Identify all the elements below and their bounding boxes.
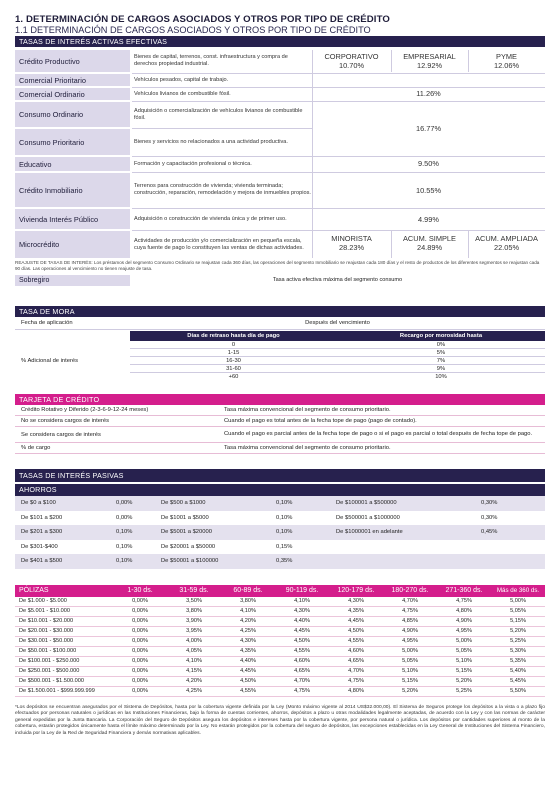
label-microcredito: Microcrédito (15, 231, 130, 258)
activas-title: TASAS DE INTERÉS ACTIVAS EFECTIVAS (15, 36, 545, 47)
polizas-rate: 0,00% (132, 628, 148, 634)
ahorros-row: De $201 a $300 0,10% De $5001 a $20000 0,10% De $1000001 en adelante 0,45% (15, 525, 545, 540)
label-consumo-ordinario: Consumo Ordinario (15, 102, 130, 127)
polizas-rate: 5,35% (510, 658, 526, 664)
polizas-rate: 5,05% (456, 648, 472, 654)
polizas-rate: 5,20% (456, 678, 472, 684)
polizas-rate: 3,90% (186, 618, 202, 624)
ahorros-row: De $301-$400 0,10% De $20001 a $50000 0,15% (21, 543, 293, 550)
polizas-rate: 4,35% (348, 608, 364, 614)
polizas-row (15, 597, 545, 607)
pasivas-section (15, 469, 545, 569)
mora-row: 0 0% (130, 341, 545, 349)
tarjeta-row: Se considera cargos de interés Cuando el pago es parcial antes de la fecha tope de pago o si el pago es parcial o total después de fecha tope de pago. (15, 427, 545, 443)
polizas-rate: 4,25% (240, 628, 256, 634)
polizas-rate: 4,00% (186, 638, 202, 644)
polizas-rate: 4,30% (240, 638, 256, 644)
polizas-rate: 4,80% (456, 608, 472, 614)
reajuste-note: REAJUSTE DE TASAS DE INTERÉS: Los préstamos del segmento Consumo Ordinario se reajustan cada 360 días, las operaciones del segmento Inmobiliario se reajustan cada 180 días y el resto de productos de los diferentes segmentos se reajustan cada 90 días. Las operaciones al vencimiento no tienen reajuste de tasa. (15, 260, 540, 271)
label-credito-inmobiliario: Crédito Inmobiliario (15, 173, 130, 207)
polizas-row (15, 617, 545, 627)
polizas-rate: 5,15% (456, 668, 472, 674)
polizas-rate: 4,10% (186, 658, 202, 664)
rate-pyme: PYME 12.06% (493, 52, 520, 70)
polizas-rate: 4,55% (348, 638, 364, 644)
desc-consumo-ordinario: Adquisición o comercialización de vehículos livianos de combustible fósil. (134, 107, 303, 121)
polizas-rate: 4,30% (348, 598, 364, 604)
polizas-rate: 5,50% (510, 688, 526, 694)
polizas-rate: 4,40% (294, 618, 310, 624)
polizas-rate: 3,80% (186, 608, 202, 614)
polizas-rate: 4,60% (294, 658, 310, 664)
sobregiro-row (15, 275, 545, 286)
polizas-range: De $5.001 - $10.000 (19, 608, 71, 614)
desc-consumo-prioritario: Bienes y servicios no relacionados a una actividad productiva. (134, 138, 288, 145)
ahorros-title: AHORROS (15, 484, 545, 496)
footnote: *Los depósitos se encuentran asegurados por el Sistema de Depósitos, hasta por la cobertura vigente definida por la Ley (Monto máximo vigente al 2014 US$32.000,00). El Sistema de Seguros protege los depósitos a la vista o a plazo fijo efectuados por personas naturales o jurídicas en las Instituciones Financieras, bajo la forma de cuentas corrientes, ahorros, depósitos a plazo u otras modalidades legalmente aceptadas, de acuerdo con la Ley y con las normas de carácter general expedidas por la Junta Bancaria. La Corporación del Seguro de Depósitos asegura los depósitos e intereses hasta por la cobertura vigente, por persona natural o jurídica. Los depósitos por cantidades superiores al monto de la cobertura, estarán protegidos únicamente hasta el límite máximo determinado por la Ley. No estarán protegidos por la cobertura del seguro de depósitos, las excepciones establecidas en la Ley General de Instituciones del Sistema Financiero, incluida por la Ley de la Red de Seguridad Financiera y demás normativas aplicables. (15, 704, 545, 736)
polizas-row (15, 667, 545, 677)
polizas-rate: 4,75% (402, 608, 418, 614)
polizas-range: De $1.000 - $5.000 (19, 598, 67, 604)
polizas-rate: 4,45% (294, 628, 310, 634)
rate-empresarial: EMPRESARIAL 12.92% (403, 52, 456, 70)
mora-fecha-row: Fecha de aplicación Después del vencimiento (15, 317, 545, 330)
desc-credito-productivo: Bienes de capital, terrenos, const. infraestructura y compra de derechos propiedad industrial. (134, 54, 288, 67)
polizas-rate: 5,10% (402, 668, 418, 674)
polizas-rate: 5,05% (510, 608, 526, 614)
label-educativo: Educativo (15, 157, 130, 171)
polizas-table (15, 585, 545, 697)
polizas-row (15, 677, 545, 687)
polizas-header: PÓLIZAS 1-30 ds. 31-59 ds. 60-89 ds. 90-119 ds. 120-179 ds. 180-270 ds. 271-360 ds. Más de 360 ds. (15, 585, 545, 597)
rate-educativo: 9.50% (418, 159, 439, 168)
polizas-rate: 0,00% (132, 678, 148, 684)
polizas-range: De $50.001 - $100.000 (19, 648, 77, 654)
polizas-rate: 4,10% (294, 598, 310, 604)
polizas-row (15, 627, 545, 637)
polizas-rate: 3,80% (240, 598, 256, 604)
ahorros-table (15, 496, 545, 569)
label-vivienda-interes-publico: Vivienda Interés Público (15, 209, 130, 229)
polizas-rate: 4,65% (348, 658, 364, 664)
desc-comercial-ordinario: Vehículos livianos de combustible fósil. (134, 90, 231, 97)
polizas-range: De $20.001 - $30.000 (19, 628, 74, 634)
tarjeta-title: TARJETA DE CRÉDITO (15, 394, 545, 405)
polizas-row (15, 687, 545, 697)
polizas-row (15, 647, 545, 657)
rate-vivienda: 4.99% (418, 215, 439, 224)
polizas-rate: 5,20% (402, 688, 418, 694)
polizas-rate: 0,00% (132, 648, 148, 654)
adicional-label: % Adicional de interés (21, 358, 79, 364)
polizas-rate: 4,10% (240, 608, 256, 614)
polizas-rate: 4,25% (186, 688, 202, 694)
polizas-rate: 4,20% (240, 618, 256, 624)
mora-row: 1-15 5% (130, 349, 545, 357)
polizas-rate: 5,00% (402, 648, 418, 654)
polizas-rate: 4,70% (294, 678, 310, 684)
tarjeta-row: % de cargo Tasa máxima convencional del segmento de consumo prioritario. (15, 443, 545, 454)
polizas-rate: 4,20% (186, 678, 202, 684)
mora-header-row (15, 331, 545, 341)
sobregiro-value: Tasa activa efectiva máxima del segmento consumo (272, 277, 403, 283)
polizas-rate: 5,20% (510, 628, 526, 634)
desc-comercial-prioritario: Vehículos pesados, capital de trabajo. (134, 76, 229, 83)
polizas-rate: 4,45% (348, 618, 364, 624)
ahorros-row: De $0 a $100 0,00% De $500 a $1000 0,10% De $100001 a $500000 0,30% (15, 496, 545, 511)
polizas-body (15, 597, 545, 697)
label-credito-productivo: Crédito Productivo (15, 50, 130, 72)
polizas-range: De $10.001 - $20.000 (19, 618, 74, 624)
polizas-rate: 0,00% (132, 668, 148, 674)
polizas-rate: 4,90% (402, 628, 418, 634)
polizas-rate: 4,70% (402, 598, 418, 604)
polizas-range: De $500.001 - $1.500.000 (19, 678, 85, 684)
label-consumo-prioritario: Consumo Prioritario (15, 129, 130, 155)
polizas-rate: 4,60% (348, 648, 364, 654)
rate-corporativo: CORPORATIVO 10.70% (324, 52, 379, 70)
polizas-rate: 4,50% (294, 638, 310, 644)
polizas-range: De $100.001 - $250.000 (19, 658, 80, 664)
tarjeta-section (15, 394, 545, 454)
mora-row: +60 10% (228, 374, 447, 380)
polizas-rate: 4,75% (294, 688, 310, 694)
desc-vivienda-interes-publico: Adquisición o construcción de vivienda única y de primer uso. (134, 215, 287, 222)
polizas-rate: 5,05% (402, 658, 418, 664)
polizas-rate: 4,05% (186, 648, 202, 654)
polizas-rate: 5,30% (510, 648, 526, 654)
rate-inmobiliario: 10.55% (415, 186, 442, 195)
page-subtitle: 1.1 DETERMINACIÓN DE CARGOS ASOCIADOS Y OTROS POR TIPO DE CRÉDITO (15, 25, 371, 35)
rate-consumo: 16.77% (415, 124, 442, 133)
polizas-rate: 4,35% (240, 648, 256, 654)
ahorros-row: De $401 a $500 0,10% De $50001 a $100000 0,35% (15, 554, 545, 569)
desc-microcredito: Actividades de producción y/o comercialización en pequeña escala, cuya fuente de pago lo constituyen las ventas de dichas actividades. (134, 237, 304, 251)
col-dias: Días de retraso hasta día de pago (130, 331, 337, 341)
polizas-row (15, 657, 545, 667)
polizas-range: De $30.001 - $50.000 (19, 638, 74, 644)
sobregiro-label: Sobregiro (15, 275, 130, 286)
polizas-rate: 4,70% (348, 668, 364, 674)
polizas-rate: 5,40% (510, 668, 526, 674)
col-recargo: Recargo por morosidad hasta (337, 331, 545, 341)
polizas-rate: 5,45% (510, 678, 526, 684)
rate-acum-simple: ACUM. SIMPLE 24.89% (403, 234, 456, 252)
polizas-rate: 4,95% (402, 638, 418, 644)
polizas-rate: 5,15% (510, 618, 526, 624)
mora-row: 16-30 7% (130, 357, 545, 365)
tarjeta-row: Crédito Rotativo y Diferido (2-3-6-9-12-24 meses) Tasa máxima convencional del segmento de consumo prioritario. (15, 405, 545, 416)
polizas-rate: 4,90% (456, 618, 472, 624)
rate-minorista: MINORISTA 28.23% (331, 234, 372, 252)
polizas-rate: 3,95% (186, 628, 202, 634)
polizas-rate: 4,55% (294, 648, 310, 654)
polizas-rate: 4,30% (294, 608, 310, 614)
polizas-rate: 4,95% (456, 628, 472, 634)
rate-comercial-ordinario: 11.26% (416, 89, 441, 98)
polizas-rate: 5,25% (456, 688, 472, 694)
polizas-rate: 4,15% (186, 668, 202, 674)
polizas-row (15, 637, 545, 647)
polizas-rate: 4,45% (240, 668, 256, 674)
mora-title: TASA DE MORA (15, 306, 545, 317)
ahorros-row: De $101 a $200 0,00% De $1001 a $5000 0,10% De $500001 a $1000000 0,30% (21, 514, 498, 521)
mora-row: 31-60 9% (130, 365, 545, 373)
polizas-rate: 4,55% (240, 688, 256, 694)
label-comercial-prioritario: Comercial Prioritario (15, 74, 130, 86)
polizas-rate: 0,00% (132, 608, 148, 614)
desc-credito-inmobiliario: Terrenos para construcción de vivienda; vivienda terminada; construcción, reparación, remodelación y mejora de inmuebles propios. (134, 183, 311, 196)
polizas-rate: 5,00% (510, 598, 526, 604)
polizas-rate: 4,80% (348, 688, 364, 694)
polizas-rate: 5,25% (510, 638, 526, 644)
polizas-rate: 4,85% (402, 618, 418, 624)
polizas-rate: 4,75% (456, 598, 472, 604)
pasivas-title: TASAS DE INTERÉS PASIVAS (15, 469, 545, 482)
desc-educativo: Formación y capacitación profesional o técnica. (134, 160, 252, 167)
polizas-rate: 4,40% (240, 658, 256, 664)
polizas-rate: 0,00% (132, 658, 148, 664)
polizas-rate: 4,75% (348, 678, 364, 684)
polizas-rate: 5,15% (402, 678, 418, 684)
polizas-rate: 0,00% (132, 618, 148, 624)
polizas-rate: 3,50% (186, 598, 202, 604)
label-comercial-ordinario: Comercial Ordinario (15, 88, 130, 100)
polizas-rate: 5,10% (456, 658, 472, 664)
rate-acum-ampliada: ACUM. AMPLIADA 22.05% (475, 234, 538, 252)
polizas-rate: 4,50% (348, 628, 364, 634)
mora-section (15, 306, 545, 381)
document-page (15, 14, 545, 737)
page-title: 1. DETERMINACIÓN DE CARGOS ASOCIADOS Y OTROS POR TIPO DE CRÉDITO (15, 14, 390, 25)
polizas-rate: 0,00% (132, 688, 148, 694)
polizas-rate: 0,00% (132, 638, 148, 644)
polizas-rate: 4,65% (294, 668, 310, 674)
polizas-row (15, 607, 545, 617)
activas-table (15, 47, 545, 258)
polizas-rate: 4,50% (240, 678, 256, 684)
polizas-range: De $250.001 - $500.000 (19, 668, 80, 674)
polizas-range: De $1.500.001 - $999.999.999 (19, 688, 95, 694)
polizas-rate: 0,00% (132, 598, 148, 604)
polizas-rate: 5,00% (456, 638, 472, 644)
mora-body (15, 341, 545, 381)
tarjeta-row: No se considera cargos de interés Cuando el pago es total antes de la fecha tope de pago (pago de contado). (15, 416, 545, 427)
